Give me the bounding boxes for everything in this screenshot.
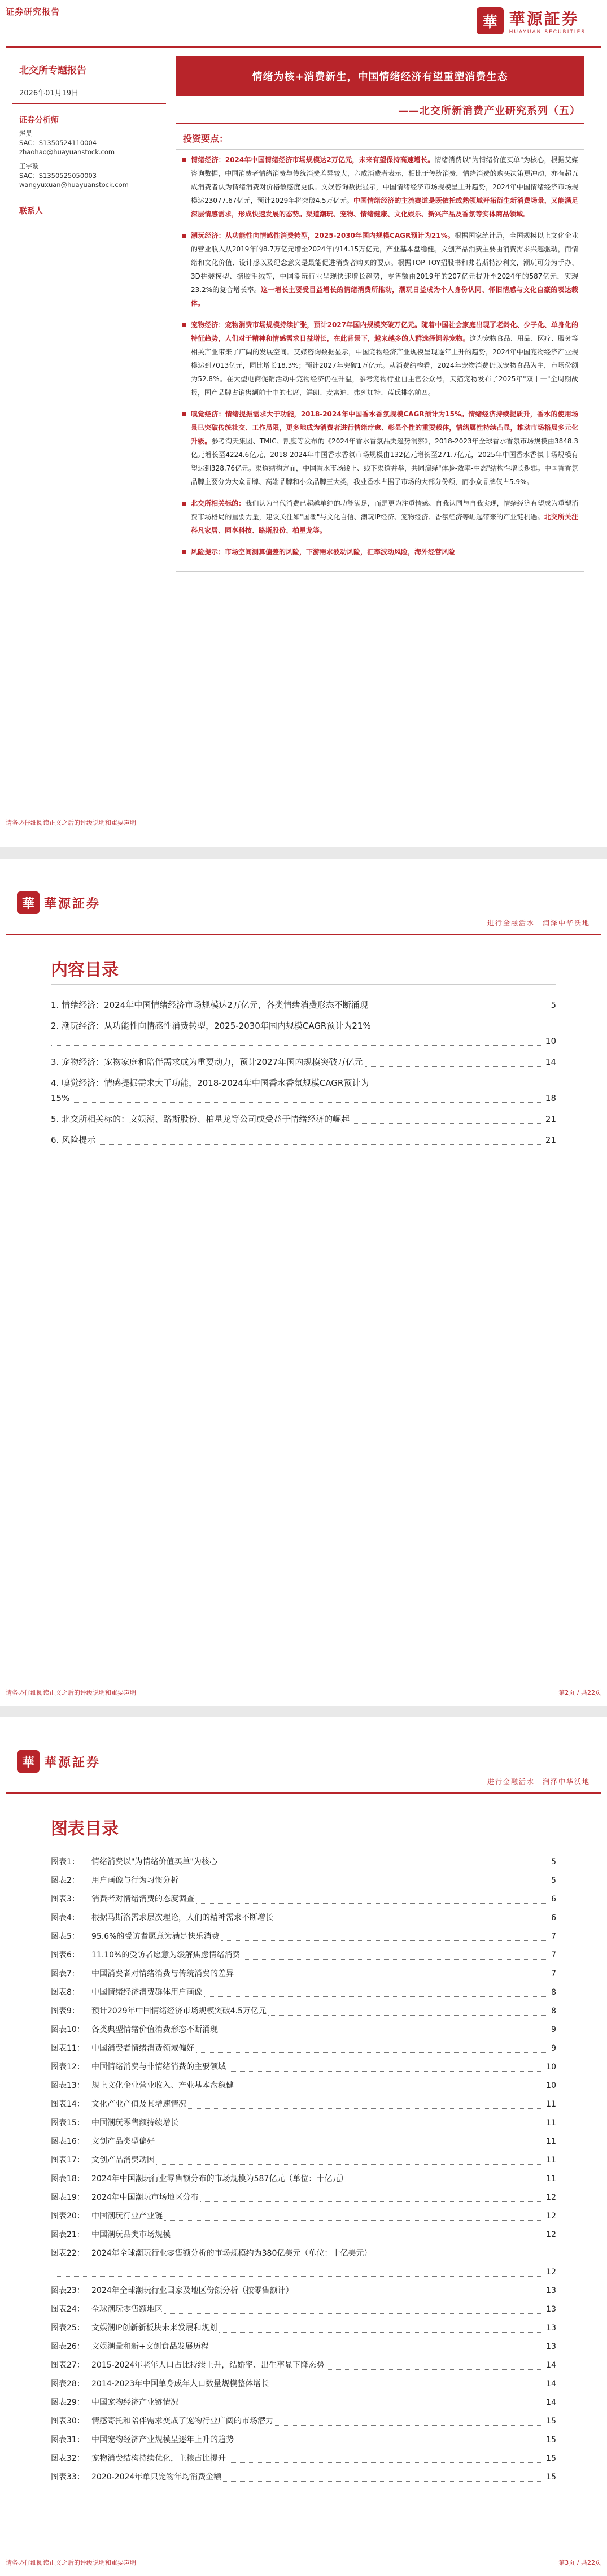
figure-page-number: 7 bbox=[551, 1951, 556, 1960]
page-header bbox=[6, 891, 601, 935]
figure-title: 2020-2024年单只宠物年均消费金额 bbox=[91, 2473, 222, 2482]
highlight-emphasis: 随着中国社会家庭出现了老龄化、少子化、单身化的特征趋势，人们对于精神和情感需求日益增长，在此背景下，越来越多的人群选择饲养宠物。 bbox=[191, 321, 578, 342]
figure-title: 95.6%的受访者愿意为满足快乐消费 bbox=[91, 1932, 220, 1941]
logo-seal-icon: 華 bbox=[17, 891, 40, 914]
figure-page-number: 11 bbox=[546, 2174, 556, 2183]
figure-entry[interactable] bbox=[51, 1983, 556, 2002]
toc-entry[interactable] bbox=[51, 1019, 556, 1049]
figure-title: 中国宠物经济产业链情况 bbox=[91, 2398, 178, 2407]
report-main-content bbox=[176, 56, 584, 572]
figure-label: 图表2： bbox=[51, 1876, 80, 1885]
figure-title: 中国潮玩行业产业链 bbox=[91, 2212, 163, 2221]
page-footer bbox=[6, 1688, 601, 1697]
figure-label: 图表13： bbox=[51, 2081, 85, 2090]
figure-label: 图表23： bbox=[51, 2286, 85, 2295]
highlight-risk bbox=[182, 545, 578, 559]
figure-page-number: 11 bbox=[546, 2137, 556, 2146]
toc-entry-text: 1. 情绪经济：2024年中国情绪经济市场规模达2万亿元，各类情绪消费形态不断涌现 bbox=[51, 1000, 368, 1010]
figure-entry[interactable] bbox=[51, 2021, 556, 2039]
table-of-contents-page bbox=[0, 859, 607, 1706]
figure-title: 2024年全球潮玩行业零售额分析的市场规模约为380亿美元（单位：十亿美元） bbox=[91, 2249, 372, 2258]
report-category-tag: 证券研究报告 bbox=[6, 7, 60, 17]
figure-entry[interactable] bbox=[51, 2356, 556, 2375]
figure-entry[interactable] bbox=[51, 2412, 556, 2431]
leader-dots bbox=[200, 2201, 545, 2202]
highlight-body: 情绪消费以"为情绪价值买单"为核心，根据艾媒咨询数据，中国消费者情绪消费与传统消费差异较大，六成消费者表示，相比于传统消费，情绪消费的购买决策更冲动，亦有超五成消费者认为情绪消费对价格敏感度更低。文娱咨询数据显示，中国情绪经济市场规模呈上升趋势，2024年中国情绪经济市场规模达23077.67亿元，预计2029年将突破4.5万亿元。 bbox=[191, 156, 578, 204]
report-date: 2026年01月19日 bbox=[12, 81, 166, 104]
figure-title: 全球潮玩零售额地区 bbox=[91, 2305, 163, 2314]
figure-page-number: 5 bbox=[551, 1876, 556, 1885]
figure-page-number: 5 bbox=[551, 1857, 556, 1866]
figure-label: 图表25： bbox=[51, 2323, 85, 2333]
page-gap bbox=[0, 1706, 607, 1717]
analyst-email[interactable]: wangyuxuan@huayuanstock.com bbox=[19, 181, 129, 189]
highlight-pet-economy bbox=[182, 318, 578, 399]
figure-page-number: 10 bbox=[546, 2081, 556, 2090]
figure-page-number: 15 bbox=[546, 2473, 556, 2482]
list-of-figures-page bbox=[0, 1717, 607, 2576]
figure-label: 图表11： bbox=[51, 2044, 85, 2053]
figure-title: 用户画像与行为习惯分析 bbox=[91, 1876, 178, 1885]
figure-label: 图表28： bbox=[51, 2379, 85, 2388]
figure-entry[interactable] bbox=[51, 1872, 556, 1890]
figure-entry[interactable] bbox=[51, 1946, 556, 1965]
disclaimer-note: 请务必仔细阅读正文之后的评级说明和重要声明 bbox=[6, 819, 136, 826]
figure-title: 预计2029年中国情绪经济市场规模突破4.5万亿元 bbox=[91, 2007, 267, 2016]
figure-entry[interactable] bbox=[51, 2170, 556, 2188]
sidebar-info bbox=[12, 56, 166, 221]
figure-title: 中国情绪经济消费群体用户画像 bbox=[91, 1988, 202, 1997]
page-header bbox=[6, 1750, 601, 1794]
figure-title: 文娱潮量和新+文创食品发展历程 bbox=[91, 2342, 209, 2351]
toc-entry-text: 3. 宠物经济：宠物家庭和陪伴需求成为重要动力，预计2027年国内规模突破万亿元 bbox=[51, 1057, 363, 1067]
highlight-body: 根据国家统计局，全国规模以上文化企业的营业收入从2019年的8.7万亿元增至2024年的14.15万亿元，产业基本盘稳健。文创产品消费主要由消费需求兴趣驱动，而情绪和文化价值、设计感以及纪念意义是最能促进消费者购买的要点。根据TOP TOY招股书和弗若斯特沙利文，潮玩可分为手办、3D拼装模型、搪胶毛绒等，中国潮玩行业呈现快速增长趋势，零售额由2019年的207亿元提升至2024年的587亿元，实现23.2%的复合增长率。 bbox=[191, 232, 578, 294]
figure-page-number: 8 bbox=[551, 1988, 556, 1997]
leader-dots bbox=[72, 1102, 543, 1103]
figure-title: 2014-2023年中国单身成年人口数量规模整体增长 bbox=[91, 2379, 269, 2388]
header-divider bbox=[6, 934, 601, 935]
figure-label: 图表10： bbox=[51, 2025, 85, 2034]
toc-entry[interactable] bbox=[51, 1112, 556, 1127]
figure-title: 情绪消费以"为情绪价值买单"为核心 bbox=[91, 1857, 217, 1866]
figure-page-number: 7 bbox=[551, 1932, 556, 1941]
figure-label: 图表20： bbox=[51, 2212, 85, 2221]
figure-entry[interactable] bbox=[51, 1965, 556, 1983]
figure-title: 文娱潮IP创新新板块未来发展和规划 bbox=[91, 2323, 217, 2333]
figure-entry[interactable] bbox=[51, 1853, 556, 1872]
figure-entry[interactable] bbox=[51, 2431, 556, 2449]
figure-page-number: 8 bbox=[551, 2007, 556, 2016]
figure-page-number: 14 bbox=[546, 2398, 556, 2407]
analyst-sac: SAC：S1350525050003 bbox=[19, 171, 97, 180]
figure-title: 消费者对情绪消费的态度调查 bbox=[91, 1895, 194, 1904]
figure-entry[interactable] bbox=[51, 2188, 556, 2207]
page-number: 第2页 / 共22页 bbox=[558, 1689, 601, 1696]
figure-page-number: 6 bbox=[551, 1895, 556, 1904]
figure-entry[interactable] bbox=[51, 2282, 556, 2300]
investment-highlights-heading: 投资要点： bbox=[183, 133, 229, 144]
page-gap bbox=[0, 847, 607, 859]
analyst-sac: SAC：S1350524110004 bbox=[19, 138, 97, 147]
toc-page-number: 18 bbox=[545, 1093, 556, 1103]
leader-dots bbox=[156, 2164, 544, 2165]
toc-entry-text-continued: 15% bbox=[51, 1093, 70, 1103]
figure-entry[interactable] bbox=[51, 2039, 556, 2058]
report-subtitle: ——北交所新消费产业研究系列（五） bbox=[398, 105, 580, 117]
leader-dots bbox=[221, 1940, 549, 1941]
toc-page-number: 14 bbox=[545, 1057, 556, 1067]
toc-page-number: 10 bbox=[545, 1036, 556, 1046]
highlight-related-stocks bbox=[182, 497, 578, 537]
highlight-emphasis: 这一增长主要受目益增长的情绪消费所推动，潮玩日益成为个人身份认同、怀旧情感与文化自豪的表达载体。 bbox=[191, 286, 578, 307]
toc-entry[interactable] bbox=[51, 998, 556, 1013]
highlight-lead: 宠物经济：宠物消费市场规模持续扩张，预计2027年国内规模突破万亿元。 bbox=[191, 321, 422, 329]
figure-entry[interactable] bbox=[51, 2095, 556, 2114]
figure-label: 图表4： bbox=[51, 1913, 80, 1922]
company-logo bbox=[17, 891, 101, 914]
figure-label: 图表17： bbox=[51, 2156, 85, 2165]
leader-dots bbox=[196, 1903, 549, 1904]
figure-entry[interactable] bbox=[51, 2319, 556, 2338]
leader-dots bbox=[228, 2071, 544, 2072]
figure-label: 图表3： bbox=[51, 1895, 80, 1904]
figure-page-number: 9 bbox=[551, 2044, 556, 2053]
figure-title: 中国消费者情绪消费领域偏好 bbox=[91, 2044, 194, 2053]
highlight-emphasis: 北交所关注科凡家居、同享科技、路斯股份、柏星龙等。 bbox=[191, 513, 578, 534]
figure-entry[interactable] bbox=[51, 1927, 556, 1946]
leader-dots bbox=[223, 2481, 544, 2482]
toc-entry[interactable] bbox=[51, 1133, 556, 1148]
figure-title: 文创产品类型偏好 bbox=[91, 2137, 155, 2146]
figure-label: 图表7： bbox=[51, 1969, 80, 1978]
figure-page-number: 15 bbox=[546, 2454, 556, 2463]
disclaimer-note: 请务必仔细阅读正文之后的评级说明和重要声明 bbox=[6, 1689, 136, 1696]
figure-entry[interactable] bbox=[51, 2300, 556, 2319]
figure-page-number: 13 bbox=[546, 2323, 556, 2333]
figure-entry[interactable] bbox=[51, 2207, 556, 2226]
toc-page-number: 21 bbox=[545, 1114, 556, 1124]
highlight-lead: 嗅觉经济：情绪提振需求大于功能，2018-2024年中国香水香氛规模CAGR预计为15%。 bbox=[191, 410, 469, 418]
leader-dots bbox=[98, 1144, 543, 1145]
leader-dots bbox=[228, 2462, 544, 2463]
figure-label: 图表29： bbox=[51, 2398, 85, 2407]
toc-entry-text: 4. 嗅觉经济：情感提振需求大于功能，2018-2024年中国香水香氛规模CAGR预计为 bbox=[51, 1078, 369, 1088]
leader-dots bbox=[365, 1066, 543, 1067]
figure-entry[interactable] bbox=[51, 2114, 556, 2133]
figure-label: 图表15： bbox=[51, 2118, 85, 2127]
figure-title: 中国宠物经济产业规模呈逐年上升的趋势 bbox=[91, 2435, 234, 2444]
analyst-entry bbox=[12, 129, 166, 162]
figure-page-number: 12 bbox=[546, 2212, 556, 2221]
figure-entry[interactable] bbox=[51, 2375, 556, 2394]
leader-dots bbox=[326, 2369, 544, 2370]
report-title: 情绪为核+消费新生，中国情绪经济有望重塑消费生态 bbox=[176, 56, 584, 96]
figure-page-number: 12 bbox=[546, 2230, 556, 2239]
figure-title: 情感寄托和陪伴需求变成了宠物行业广阔的市场潜力 bbox=[91, 2417, 273, 2426]
figure-label: 图表24： bbox=[51, 2305, 85, 2314]
logo-seal-icon: 華 bbox=[477, 7, 504, 34]
highlight-emphasis: 情绪经济持续提质升，香水的使用场景已突破传统社交、工作局限，更多地成为消费者进行情绪疗愈、彰显个性的重要载体，情绪属性持续凸显，推动市场格局多元化升级。 bbox=[191, 410, 578, 445]
figure-page-number: 12 bbox=[546, 2268, 556, 2277]
leader-dots bbox=[275, 2425, 544, 2426]
highlight-emphasis: 中国情绪经济的主流赛道是既依托成熟领域开拓衍生新消费场景，又能满足深层情感需求，形成快速发展的态势。渠道潮玩、宠物、情绪健康、文化娱乐、新兴产品及香氛等实体商品领域。 bbox=[191, 197, 578, 218]
figure-entry[interactable] bbox=[51, 2338, 556, 2356]
analyst-entry bbox=[12, 162, 166, 194]
figure-title: 中国潮玩零售额持续增长 bbox=[91, 2118, 178, 2127]
leader-dots bbox=[53, 2276, 544, 2277]
highlight-body: 这为宠物食品、用品、医疗、服务等相关产业带来了广阔的发展空间。艾媒咨询数据显示，中国宠物经济产业规模呈现逐年上升的趋势，2024年中国宠物经济产业规模达到7013亿元，同比增长18.3%；预计2027年突破1万亿元。从消费结构看，2024年宠物消费仍以宠物食品为主，市场份额为52.8%。在大型电商促销活动中宠物经济仍在升温，参考宠物行业自主官公众号，天猫宠物发布了2025年"双十一"全周期战报，国产品牌占销售额前十中的七席，鲜朗、麦富迪、弗列加特、蓝氏排名前四。 bbox=[191, 334, 578, 397]
highlight-lead: 风险提示： bbox=[191, 548, 225, 556]
figure-page-number: 9 bbox=[551, 2025, 556, 2034]
figure-title: 根据马斯洛需求层次理论，人们的精神需求不断增长 bbox=[91, 1913, 273, 1922]
figure-page-number: 13 bbox=[546, 2286, 556, 2295]
toc-entry[interactable] bbox=[51, 1055, 556, 1070]
figure-title: 文创产品消费动因 bbox=[91, 2156, 155, 2165]
leader-dots bbox=[164, 2313, 544, 2314]
figure-label: 图表22： bbox=[51, 2249, 85, 2258]
figure-page-number: 15 bbox=[546, 2435, 556, 2444]
leader-dots bbox=[51, 1045, 543, 1046]
figure-title: 2015-2024年老年人口占比持续上升，结婚率、出生率显下降态势 bbox=[91, 2361, 325, 2370]
report-type: 北交所专题报告 bbox=[12, 56, 166, 81]
highlight-trendy-toys bbox=[182, 229, 578, 310]
figure-entry[interactable] bbox=[51, 2058, 556, 2077]
figure-entry[interactable] bbox=[51, 2002, 556, 2021]
figure-title: 宠物消费结构持续优化，主粮占比提升 bbox=[91, 2454, 226, 2463]
toc-entry-text: 6. 风险提示 bbox=[51, 1135, 96, 1145]
leader-dots bbox=[164, 2220, 544, 2221]
leader-dots bbox=[196, 2052, 549, 2053]
highlight-lead: 北交所相关标的： bbox=[191, 499, 246, 507]
company-logo bbox=[477, 7, 586, 35]
page-footer bbox=[6, 2558, 601, 2567]
highlight-lead: 潮玩经济：从功能性向情感性消费转型，2025-2030年国内规模CAGR预计为21%。 bbox=[191, 232, 455, 240]
highlight-emphasis: 市场空间测算偏差的风险，下游需求波动风险，汇率波动风险，海外经营风险 bbox=[225, 548, 456, 556]
leader-dots bbox=[188, 2108, 544, 2109]
figure-label: 图表31： bbox=[51, 2435, 85, 2444]
leader-dots bbox=[204, 1996, 549, 1997]
figure-page-number: 11 bbox=[546, 2100, 556, 2109]
header-divider bbox=[6, 46, 601, 48]
toc-page-number: 5 bbox=[551, 1000, 556, 1010]
figure-title: 中国潮玩品类市场规模 bbox=[91, 2230, 171, 2239]
logo-seal-icon: 華 bbox=[17, 1750, 40, 1773]
figure-label: 图表26： bbox=[51, 2342, 85, 2351]
figure-title: 各类典型情绪价值消费形态不断涌现 bbox=[91, 2025, 218, 2034]
figure-title: 2024年中国潮玩市场地区分布 bbox=[91, 2193, 199, 2202]
figure-page-number: 12 bbox=[546, 2193, 556, 2202]
figure-page-number: 11 bbox=[546, 2118, 556, 2127]
logo-name: 華源証券 bbox=[44, 896, 101, 911]
figure-label: 图表21： bbox=[51, 2230, 85, 2239]
figure-title: 2024年中国潮玩行业零售额分布的市场规模为587亿元（单位：十亿元） bbox=[91, 2174, 348, 2183]
figure-label: 图表5： bbox=[51, 1932, 80, 1941]
highlight-body: 我们认为当代消费已超越单纯的功能满足，而是更为注重情感、自我认同与自我实现，情绪经济有望成为重塑消费市场格局的重要力量，建议关注如"国潮"与文化自信、潮玩IP经济、宠物经济、香氛经济等崛起带来的产业链机遇。 bbox=[191, 499, 578, 521]
toc-entry-text: 5. 北交所相关标的：文娱潮、路斯股份、柏星龙等公司或受益于情绪经济的崛起 bbox=[51, 1114, 350, 1124]
figure-entry[interactable] bbox=[51, 2449, 556, 2468]
figure-list-title: 图表目录 bbox=[51, 1819, 119, 1839]
analyst-name: 赵昊 bbox=[19, 129, 32, 137]
figure-label: 图表1： bbox=[51, 1857, 80, 1866]
figure-title: 中国情绪消费与非情绪消费的主要领域 bbox=[91, 2062, 226, 2072]
toc-entry-text: 2. 潮玩经济：从功能性向情感性消费转型，2025-2030年国内规模CAGR预计为21% bbox=[51, 1021, 371, 1031]
toc-title: 内容目录 bbox=[51, 960, 119, 980]
figure-page-number: 7 bbox=[551, 1969, 556, 1978]
toc-page-number: 21 bbox=[545, 1135, 556, 1145]
figure-entry[interactable] bbox=[51, 2151, 556, 2170]
figure-label: 图表32： bbox=[51, 2454, 85, 2463]
toc-list bbox=[51, 998, 556, 1154]
figure-label: 图表19： bbox=[51, 2193, 85, 2202]
figure-entry[interactable] bbox=[51, 2244, 556, 2282]
header-divider bbox=[6, 1792, 601, 1794]
figure-page-number: 11 bbox=[546, 2156, 556, 2165]
figure-label: 图表9： bbox=[51, 2007, 80, 2016]
leader-dots bbox=[242, 1959, 549, 1960]
highlight-lead: 情绪经济：2024年中国情绪经济市场规模达2万亿元，未来有望保持高速增长。 bbox=[191, 156, 435, 164]
company-slogan: 进行金融活水 润泽中华沃地 bbox=[487, 919, 590, 927]
analyst-email[interactable]: zhaohao@huayuanstock.com bbox=[19, 148, 115, 156]
figure-title: 中国消费者对情绪消费与传统消费的差异 bbox=[91, 1969, 234, 1978]
figure-label: 图表27： bbox=[51, 2361, 85, 2370]
figure-label: 图表6： bbox=[51, 1951, 80, 1960]
disclaimer-note: 请务必仔细阅读正文之后的评级说明和重要声明 bbox=[6, 2559, 136, 2566]
figure-label: 图表8： bbox=[51, 1988, 80, 1997]
company-slogan: 进行金融活水 润泽中华沃地 bbox=[487, 1778, 590, 1786]
figure-title: 规上文化企业营业收入、产业基本盘稳健 bbox=[91, 2081, 234, 2090]
figure-label: 图表14： bbox=[51, 2100, 85, 2109]
figure-page-number: 13 bbox=[546, 2305, 556, 2314]
figure-label: 图表16： bbox=[51, 2137, 85, 2146]
figure-label: 图表12： bbox=[51, 2062, 85, 2072]
company-logo bbox=[17, 1750, 101, 1773]
investment-highlights bbox=[176, 149, 584, 572]
logo-english-name: HUAYUAN SECURITIES bbox=[509, 29, 586, 35]
figure-page-number: 14 bbox=[546, 2379, 556, 2388]
figure-page-number: 15 bbox=[546, 2417, 556, 2426]
page-footer bbox=[6, 818, 601, 827]
figure-page-number: 13 bbox=[546, 2342, 556, 2351]
page-number: 第3页 / 共22页 bbox=[558, 2559, 601, 2566]
figure-label: 图表30： bbox=[51, 2417, 85, 2426]
figure-title: 11.10%的受访者愿意为缓解焦虑情绪消费 bbox=[91, 1951, 241, 1960]
leader-dots bbox=[268, 2015, 549, 2016]
leader-dots bbox=[352, 1123, 543, 1124]
analyst-name: 王宇璇 bbox=[19, 162, 39, 171]
toc-entry[interactable] bbox=[51, 1076, 556, 1106]
divider bbox=[51, 984, 556, 985]
figure-page-number: 10 bbox=[546, 2062, 556, 2072]
figure-entry[interactable] bbox=[51, 2226, 556, 2244]
contact-heading: 联系人 bbox=[12, 197, 166, 221]
figure-page-number: 6 bbox=[551, 1913, 556, 1922]
figure-entry[interactable] bbox=[51, 2133, 556, 2151]
figure-entry[interactable] bbox=[51, 1909, 556, 1927]
highlight-body: 参考淘天集团、TMIC、凯度等发布的《2024年香水香氛品类趋势洞察》，2018-2023年全球香水香氛市场规模由3848.3亿元增长至4224.6亿元，2018-2024年中国香水香氛市场规模由132亿元增长至271.7亿元，2025年中国香水香氛市场规模有望达到328.76亿元。渠道结构方面，中国香水市场线上、线下渠道并举，共同演绎"体验-效率-生态"结构性增长逻辑。中国香香氛品牌主要分为大众品牌、高端品牌和小众品牌三大类，我业香水占据了市场的大部分份额，而小众品牌仅占5.9%。 bbox=[191, 437, 578, 486]
leader-dots bbox=[219, 2332, 545, 2333]
figure-list bbox=[51, 1853, 556, 2487]
figure-label: 图表18： bbox=[51, 2174, 85, 2183]
figure-title: 文化产业产值及其增速情况 bbox=[91, 2100, 186, 2109]
logo-name: 華源証券 bbox=[509, 10, 579, 28]
figure-title: 2024年全球潮玩行业国家及地区份额分析（按零售额计） bbox=[91, 2286, 294, 2295]
highlight-fragrance-economy bbox=[182, 407, 578, 489]
highlight-emotion-economy bbox=[182, 153, 578, 221]
analyst-heading: 证券分析师 bbox=[19, 116, 59, 125]
report-cover-page bbox=[0, 0, 607, 847]
figure-entry[interactable] bbox=[51, 2468, 556, 2487]
figure-entry[interactable] bbox=[51, 2394, 556, 2412]
figure-label: 图表33： bbox=[51, 2473, 85, 2482]
figure-page-number: 14 bbox=[546, 2361, 556, 2370]
figure-entry[interactable] bbox=[51, 2077, 556, 2095]
figure-entry[interactable] bbox=[51, 1890, 556, 1909]
logo-name: 華源証券 bbox=[44, 1755, 101, 1770]
